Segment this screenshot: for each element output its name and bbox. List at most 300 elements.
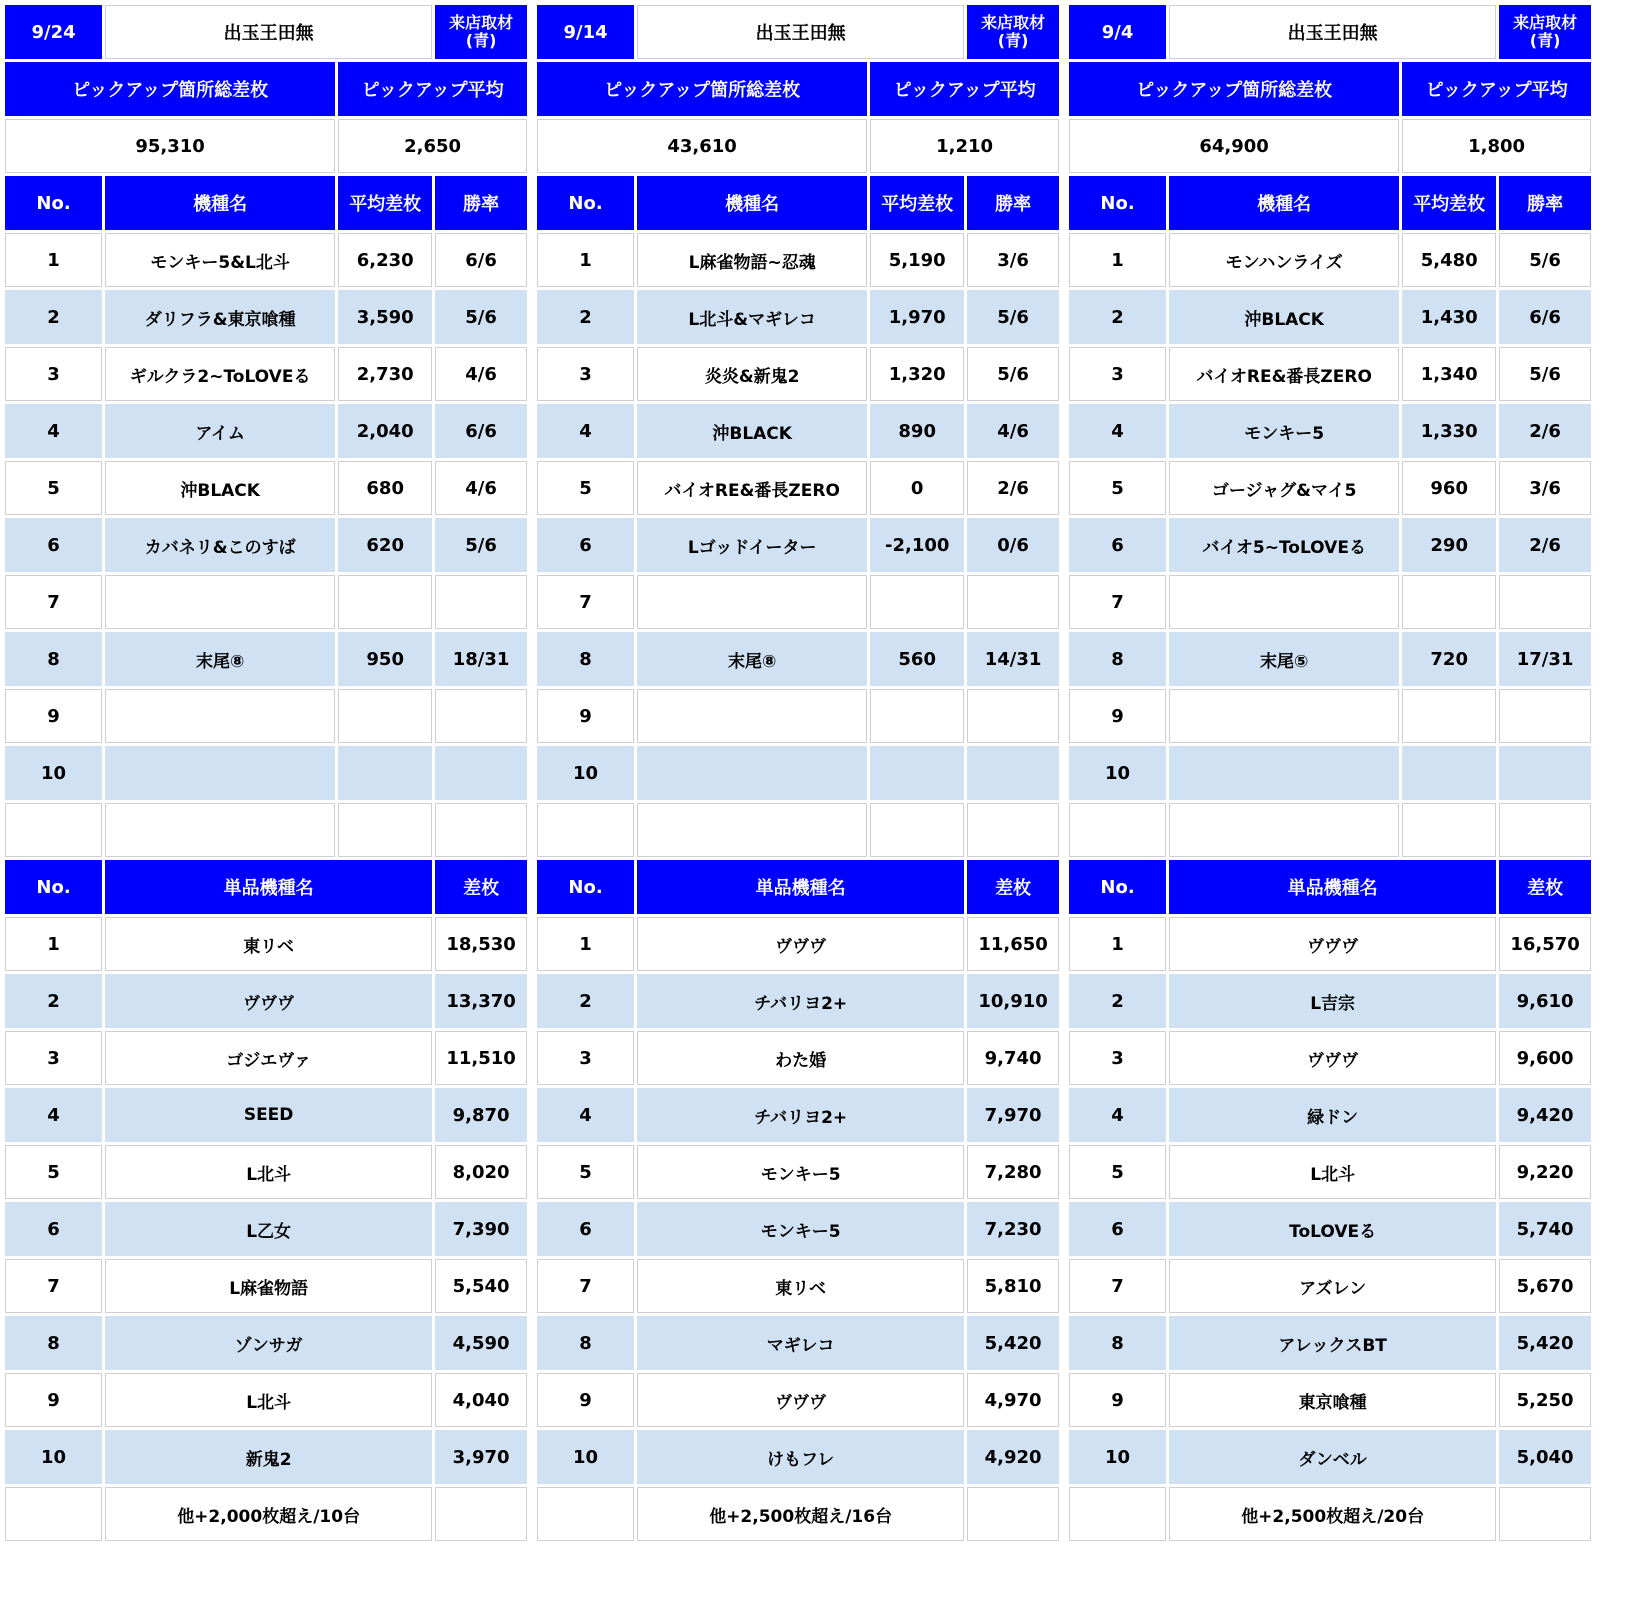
store-name: 出玉王田無 (637, 5, 964, 59)
win-rate (967, 575, 1059, 629)
total-diff-header: ピックアップ箇所総差枚 (1069, 62, 1399, 116)
avg-diff: 1,340 (1402, 347, 1496, 401)
win-rate: 0/6 (967, 518, 1059, 572)
avg-diff: 720 (1402, 632, 1496, 686)
empty-cell (967, 803, 1059, 857)
table-row (1069, 290, 1591, 344)
table-row (5, 1259, 527, 1313)
machine-name (1169, 689, 1399, 743)
table-row (537, 233, 1059, 287)
row-number: 2 (1069, 290, 1166, 344)
total-diff-value: 43,610 (537, 119, 867, 173)
machine-name: ギルクラ2~ToLOVEる (105, 347, 335, 401)
single-machine-name: L吉宗 (1169, 974, 1496, 1028)
table-row (1069, 746, 1591, 800)
store-name: 出玉王田無 (105, 5, 432, 59)
row-number: 2 (537, 974, 634, 1028)
machine-name: ダリフラ&東京喰種 (105, 290, 335, 344)
machine-header-row (5, 176, 527, 230)
summary-value-row (5, 119, 527, 173)
table-row (1069, 233, 1591, 287)
date-cell: 9/24 (5, 5, 102, 59)
single-machine-name: ToLOVEる (1169, 1202, 1496, 1256)
table-row (5, 746, 527, 800)
machine-name: 沖BLACK (1169, 290, 1399, 344)
machine-name: L麻雀物語~忍魂 (637, 233, 867, 287)
machine-name-header: 機種名 (105, 176, 335, 230)
average-header: ピックアップ平均 (338, 62, 527, 116)
table-row (5, 1430, 527, 1484)
single-machine-name: L北斗 (105, 1145, 432, 1199)
row-number: 3 (1069, 1031, 1166, 1085)
total-diff-value: 95,310 (5, 119, 335, 173)
row-number: 5 (537, 461, 634, 515)
diff-value: 9,420 (1499, 1088, 1591, 1142)
machine-header-row (537, 176, 1059, 230)
diff-header: 差枚 (1499, 860, 1591, 914)
win-rate: 6/6 (1499, 290, 1591, 344)
table-row (5, 461, 527, 515)
avg-diff (1402, 746, 1496, 800)
empty-cell (435, 803, 527, 857)
table-row (5, 518, 527, 572)
spacer-row (537, 803, 1059, 857)
results-table (1066, 2, 1594, 1544)
footer-row (5, 1487, 527, 1541)
event-tag (1499, 5, 1591, 59)
summary-header-row (537, 62, 1059, 116)
row-number: 4 (5, 404, 102, 458)
empty-cell (537, 1487, 634, 1541)
row-number: 3 (5, 1031, 102, 1085)
table-row (1069, 461, 1591, 515)
diff-value: 9,600 (1499, 1031, 1591, 1085)
row-number: 8 (1069, 632, 1166, 686)
table-row (5, 1316, 527, 1370)
table-row (537, 518, 1059, 572)
avg-diff: 950 (338, 632, 432, 686)
table-row (537, 1373, 1059, 1427)
diff-value: 10,910 (967, 974, 1059, 1028)
single-machine-name: アレックスBT (1169, 1316, 1496, 1370)
avg-diff (338, 746, 432, 800)
row-number: 6 (537, 1202, 634, 1256)
row-number: 10 (5, 746, 102, 800)
row-number: 3 (537, 347, 634, 401)
event-tag-line1: 来店取材 (981, 13, 1046, 32)
avg-diff: 5,190 (870, 233, 964, 287)
diff-value: 5,740 (1499, 1202, 1591, 1256)
diff-value: 4,590 (435, 1316, 527, 1370)
win-rate (435, 575, 527, 629)
machine-name: L北斗&マギレコ (637, 290, 867, 344)
avg-diff (1402, 689, 1496, 743)
table-row (5, 1088, 527, 1142)
row-number: 3 (1069, 347, 1166, 401)
no-header: No. (1069, 860, 1166, 914)
event-tag-line1: 来店取材 (449, 13, 514, 32)
row-number: 10 (537, 746, 634, 800)
spacer-row (5, 803, 527, 857)
table-row (537, 689, 1059, 743)
row-number: 2 (537, 290, 634, 344)
win-rate-header: 勝率 (435, 176, 527, 230)
table-row (1069, 1373, 1591, 1427)
table-row (5, 347, 527, 401)
avg-diff: -2,100 (870, 518, 964, 572)
table-row (537, 746, 1059, 800)
win-rate (1499, 689, 1591, 743)
row-number: 5 (5, 1145, 102, 1199)
diff-value: 4,920 (967, 1430, 1059, 1484)
win-rate (435, 689, 527, 743)
row-number: 9 (5, 689, 102, 743)
row-number: 7 (1069, 575, 1166, 629)
single-machine-name: L北斗 (105, 1373, 432, 1427)
win-rate-header: 勝率 (967, 176, 1059, 230)
row-number: 7 (1069, 1259, 1166, 1313)
single-machine-name: 東リベ (105, 917, 432, 971)
win-rate: 5/6 (435, 518, 527, 572)
row-number: 9 (537, 1373, 634, 1427)
machine-name-header: 機種名 (637, 176, 867, 230)
table-row (537, 1202, 1059, 1256)
table-row (537, 1031, 1059, 1085)
single-machine-name: 新鬼2 (105, 1430, 432, 1484)
avg-diff (870, 746, 964, 800)
avg-diff: 1,330 (1402, 404, 1496, 458)
row-number: 1 (537, 917, 634, 971)
summary-value-row (537, 119, 1059, 173)
single-machine-name: ゴジエヴァ (105, 1031, 432, 1085)
row-number: 1 (537, 233, 634, 287)
row-number: 6 (1069, 518, 1166, 572)
single-machine-name: 緑ドン (1169, 1088, 1496, 1142)
machine-name (1169, 575, 1399, 629)
date-cell: 9/14 (537, 5, 634, 59)
single-machine-name: L乙女 (105, 1202, 432, 1256)
spacer-row (1069, 803, 1591, 857)
diff-value: 5,420 (1499, 1316, 1591, 1370)
store-name: 出玉王田無 (1169, 5, 1496, 59)
win-rate: 4/6 (967, 404, 1059, 458)
diff-value: 8,020 (435, 1145, 527, 1199)
table-row (537, 575, 1059, 629)
empty-cell (1069, 1487, 1166, 1541)
event-tag (967, 5, 1059, 59)
row-number: 2 (5, 974, 102, 1028)
win-rate: 3/6 (1499, 461, 1591, 515)
table-row (537, 1145, 1059, 1199)
avg-diff: 290 (1402, 518, 1496, 572)
empty-cell (1069, 803, 1166, 857)
table-row (5, 404, 527, 458)
table-row (1069, 404, 1591, 458)
row-number: 4 (537, 1088, 634, 1142)
row-number: 4 (1069, 1088, 1166, 1142)
empty-cell (637, 803, 867, 857)
table-row (5, 689, 527, 743)
average-value: 1,210 (870, 119, 1059, 173)
table-row (537, 632, 1059, 686)
win-rate: 18/31 (435, 632, 527, 686)
row-number: 10 (1069, 1430, 1166, 1484)
row-number: 8 (537, 1316, 634, 1370)
row-number: 1 (5, 233, 102, 287)
row-number: 7 (5, 1259, 102, 1313)
machine-name: 沖BLACK (637, 404, 867, 458)
table-row (537, 461, 1059, 515)
summary-header-row (1069, 62, 1591, 116)
row-number: 8 (5, 632, 102, 686)
footer-note: 他+2,000枚超え/10台 (105, 1487, 432, 1541)
table-row (1069, 689, 1591, 743)
diff-value: 13,370 (435, 974, 527, 1028)
event-tag-line2: (青) (997, 31, 1029, 50)
single-machine-header: 単品機種名 (637, 860, 964, 914)
machine-name: カバネリ&このすば (105, 518, 335, 572)
table-row (1069, 1031, 1591, 1085)
single-machine-header: 単品機種名 (1169, 860, 1496, 914)
diff-value: 5,670 (1499, 1259, 1591, 1313)
row-number: 5 (5, 461, 102, 515)
machine-name: モンハンライズ (1169, 233, 1399, 287)
table-row (537, 1088, 1059, 1142)
single-header-row (1069, 860, 1591, 914)
diff-value: 7,970 (967, 1088, 1059, 1142)
panel-9-4 (1066, 2, 1594, 1544)
machine-name: モンキー5 (1169, 404, 1399, 458)
total-diff-header: ピックアップ箇所総差枚 (537, 62, 867, 116)
table-row (5, 233, 527, 287)
avg-diff: 6,230 (338, 233, 432, 287)
empty-cell (105, 803, 335, 857)
machine-name: バイオRE&番長ZERO (1169, 347, 1399, 401)
row-number: 6 (5, 1202, 102, 1256)
row-number: 6 (537, 518, 634, 572)
table-row (537, 1430, 1059, 1484)
title-row (1069, 5, 1591, 59)
diff-value: 7,280 (967, 1145, 1059, 1199)
average-value: 2,650 (338, 119, 527, 173)
row-number: 10 (5, 1430, 102, 1484)
event-tag (435, 5, 527, 59)
diff-value: 9,870 (435, 1088, 527, 1142)
machine-name-header: 機種名 (1169, 176, 1399, 230)
machine-name (105, 575, 335, 629)
row-number: 5 (1069, 1145, 1166, 1199)
table-row (5, 974, 527, 1028)
table-row (1069, 917, 1591, 971)
diff-value: 9,610 (1499, 974, 1591, 1028)
single-machine-name: モンキー5 (637, 1145, 964, 1199)
diff-value: 5,810 (967, 1259, 1059, 1313)
single-machine-header: 単品機種名 (105, 860, 432, 914)
diff-value: 7,230 (967, 1202, 1059, 1256)
win-rate: 5/6 (1499, 233, 1591, 287)
avg-diff (870, 575, 964, 629)
average-header: ピックアップ平均 (870, 62, 1059, 116)
win-rate: 6/6 (435, 404, 527, 458)
diff-value: 9,220 (1499, 1145, 1591, 1199)
table-row (1069, 1202, 1591, 1256)
row-number: 5 (1069, 461, 1166, 515)
table-row (5, 1202, 527, 1256)
machine-name: バイオ5~ToLOVEる (1169, 518, 1399, 572)
table-row (1069, 1259, 1591, 1313)
avg-diff (1402, 575, 1496, 629)
row-number: 6 (1069, 1202, 1166, 1256)
avg-diff: 2,730 (338, 347, 432, 401)
no-header: No. (537, 176, 634, 230)
row-number: 7 (537, 575, 634, 629)
table-row (537, 974, 1059, 1028)
panel-9-24 (2, 2, 530, 1544)
row-number: 8 (5, 1316, 102, 1370)
win-rate: 4/6 (435, 461, 527, 515)
single-machine-name: ゾンサガ (105, 1316, 432, 1370)
total-diff-header: ピックアップ箇所総差枚 (5, 62, 335, 116)
single-header-row (537, 860, 1059, 914)
win-rate: 5/6 (967, 347, 1059, 401)
win-rate: 5/6 (1499, 347, 1591, 401)
empty-cell (1499, 1487, 1591, 1541)
footer-row (1069, 1487, 1591, 1541)
no-header: No. (5, 176, 102, 230)
row-number: 9 (5, 1373, 102, 1427)
diff-value: 4,040 (435, 1373, 527, 1427)
diff-value: 16,570 (1499, 917, 1591, 971)
title-row (537, 5, 1059, 59)
machine-name: 炎炎&新鬼2 (637, 347, 867, 401)
empty-cell (338, 803, 432, 857)
summary-value-row (1069, 119, 1591, 173)
date-cell: 9/4 (1069, 5, 1166, 59)
diff-value: 9,740 (967, 1031, 1059, 1085)
row-number: 2 (1069, 974, 1166, 1028)
single-machine-name: SEED (105, 1088, 432, 1142)
machine-name: 末尾⑤ (1169, 632, 1399, 686)
diff-value: 5,540 (435, 1259, 527, 1313)
diff-value: 11,650 (967, 917, 1059, 971)
single-machine-name: チバリヨ2+ (637, 974, 964, 1028)
table-row (1069, 1088, 1591, 1142)
diff-value: 3,970 (435, 1430, 527, 1484)
win-rate: 3/6 (967, 233, 1059, 287)
title-row (5, 5, 527, 59)
diff-header: 差枚 (435, 860, 527, 914)
table-row (1069, 575, 1591, 629)
table-row (1069, 974, 1591, 1028)
avg-diff: 890 (870, 404, 964, 458)
machine-name: Lゴッドイーター (637, 518, 867, 572)
diff-value: 7,390 (435, 1202, 527, 1256)
single-machine-name: ダンベル (1169, 1430, 1496, 1484)
single-machine-name: 東京喰種 (1169, 1373, 1496, 1427)
avg-diff: 3,590 (338, 290, 432, 344)
event-tag-line2: (青) (1529, 31, 1561, 50)
row-number: 5 (537, 1145, 634, 1199)
win-rate: 4/6 (435, 347, 527, 401)
avg-diff: 0 (870, 461, 964, 515)
win-rate (1499, 575, 1591, 629)
table-row (5, 1373, 527, 1427)
win-rate: 2/6 (967, 461, 1059, 515)
win-rate (967, 746, 1059, 800)
table-row (537, 917, 1059, 971)
row-number: 10 (537, 1430, 634, 1484)
summary-header-row (5, 62, 527, 116)
machine-name: 末尾⑧ (637, 632, 867, 686)
avg-diff: 5,480 (1402, 233, 1496, 287)
machine-name: アイム (105, 404, 335, 458)
avg-diff: 2,040 (338, 404, 432, 458)
table-row (1069, 1316, 1591, 1370)
row-number: 9 (1069, 689, 1166, 743)
row-number: 3 (537, 1031, 634, 1085)
average-header: ピックアップ平均 (1402, 62, 1591, 116)
footer-row (537, 1487, 1059, 1541)
row-number: 8 (1069, 1316, 1166, 1370)
table-row (537, 1316, 1059, 1370)
diff-value: 5,040 (1499, 1430, 1591, 1484)
win-rate (967, 689, 1059, 743)
diff-value: 18,530 (435, 917, 527, 971)
avg-diff: 1,970 (870, 290, 964, 344)
results-table (534, 2, 1062, 1544)
row-number: 2 (5, 290, 102, 344)
avg-diff-header: 平均差枚 (1402, 176, 1496, 230)
average-value: 1,800 (1402, 119, 1591, 173)
win-rate: 5/6 (967, 290, 1059, 344)
empty-cell (967, 1487, 1059, 1541)
diff-header: 差枚 (967, 860, 1059, 914)
machine-name: ゴージャグ&マイ5 (1169, 461, 1399, 515)
win-rate: 2/6 (1499, 518, 1591, 572)
event-tag-line1: 来店取材 (1513, 13, 1578, 32)
machine-name (1169, 746, 1399, 800)
total-diff-value: 64,900 (1069, 119, 1399, 173)
row-number: 9 (537, 689, 634, 743)
avg-diff: 1,320 (870, 347, 964, 401)
single-machine-name: 東リベ (637, 1259, 964, 1313)
diff-value: 4,970 (967, 1373, 1059, 1427)
row-number: 4 (1069, 404, 1166, 458)
single-machine-name: ヴヴヴ (1169, 917, 1496, 971)
table-row (537, 404, 1059, 458)
table-row (1069, 1430, 1591, 1484)
single-machine-name: L北斗 (1169, 1145, 1496, 1199)
row-number: 10 (1069, 746, 1166, 800)
single-machine-name: マギレコ (637, 1316, 964, 1370)
empty-cell (5, 1487, 102, 1541)
table-row (1069, 347, 1591, 401)
table-row (5, 290, 527, 344)
row-number: 8 (537, 632, 634, 686)
row-number: 7 (537, 1259, 634, 1313)
empty-cell (870, 803, 964, 857)
row-number: 3 (5, 347, 102, 401)
single-machine-name: L麻雀物語 (105, 1259, 432, 1313)
table-row (5, 1145, 527, 1199)
machine-name (637, 575, 867, 629)
empty-cell (435, 1487, 527, 1541)
machine-name (637, 689, 867, 743)
row-number: 1 (1069, 233, 1166, 287)
win-rate: 6/6 (435, 233, 527, 287)
event-tag-line2: (青) (465, 31, 497, 50)
win-rate: 17/31 (1499, 632, 1591, 686)
